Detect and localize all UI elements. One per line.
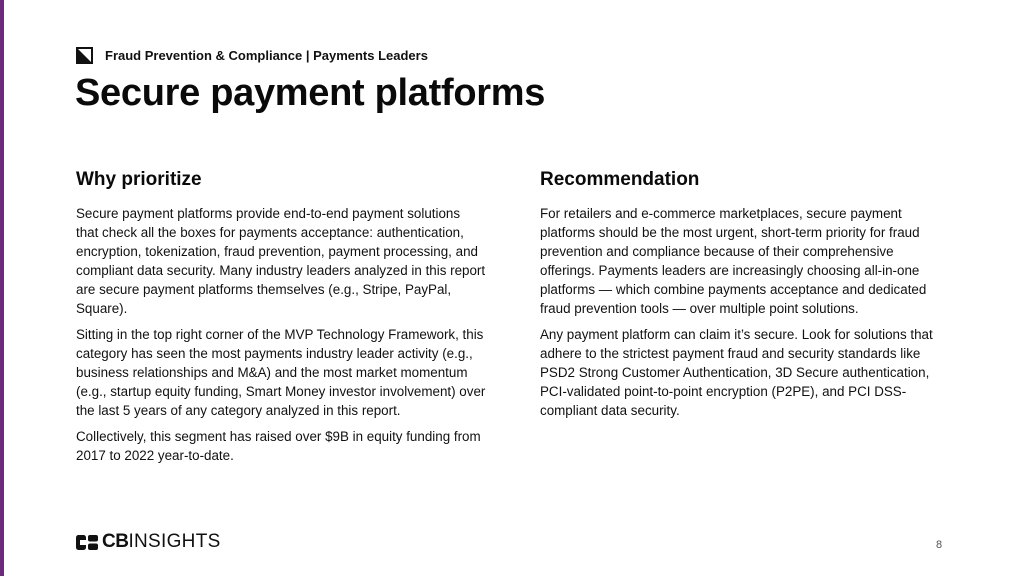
recommendation-column <box>540 169 950 427</box>
page-title: Secure payment platforms <box>75 72 546 114</box>
recommendation-paragraph-1: For retailers and e-commerce marketplaces, secure payment platforms should be the most urgent, short-term priority for fraud prevention and compliance because of their comprehensive offerings. Payments leaders are increasingly choosing all-in-one platforms — which combine payments acceptance and dedicated fraud prevention tools — over multiple point solutions. <box>540 206 927 316</box>
why-prioritize-column <box>76 169 486 472</box>
logo-insights-text: INSIGHTS <box>128 531 221 552</box>
section-kicker <box>76 46 428 64</box>
logo-cb-text: CB <box>102 531 129 552</box>
page-number: 8 <box>936 539 943 551</box>
why-prioritize-paragraph-3: Collectively, this segment has raised over $9B in equity funding from 2017 to 2022 year-to-date. <box>76 429 481 463</box>
why-prioritize-heading: Why prioritize <box>76 169 202 190</box>
recommendation-paragraph-2: Any payment platform can claim it’s secure. Look for solutions that adhere to the strictest payment fraud and security standards like PSD2 Strong Customer Authentication, 3D Secure authentication, PCI-validated point-to-point encryption (P2PE), and PCI DSS-compliant data security. <box>540 327 933 418</box>
bookmark-slash-icon <box>76 47 93 64</box>
recommendation-heading: Recommendation <box>540 169 700 190</box>
left-accent-bar <box>0 0 4 576</box>
cb-insights-logo-icon <box>76 535 98 550</box>
kicker-text: Fraud Prevention & Compliance | Payments Leaders <box>105 47 428 63</box>
cb-insights-logo <box>76 531 221 553</box>
why-prioritize-paragraph-2: Sitting in the top right corner of the MVP Technology Framework, this category has seen the most payments industry leader activity (e.g., business relationships and M&A) and the most market momentum (e.g., startup equity funding, Smart Money investor involvement) over the last 5 years of any category analyzed in this report. <box>76 327 486 418</box>
why-prioritize-paragraph-1: Secure payment platforms provide end-to-end payment solutions that check all the boxes for payments acceptance: authentication, encryption, tokenization, fraud prevention, payment processing, and compliant data security. Many industry leaders analyzed in this report are secure payment platforms themselves (e.g., Stripe, PayPal, Square). <box>76 206 486 316</box>
